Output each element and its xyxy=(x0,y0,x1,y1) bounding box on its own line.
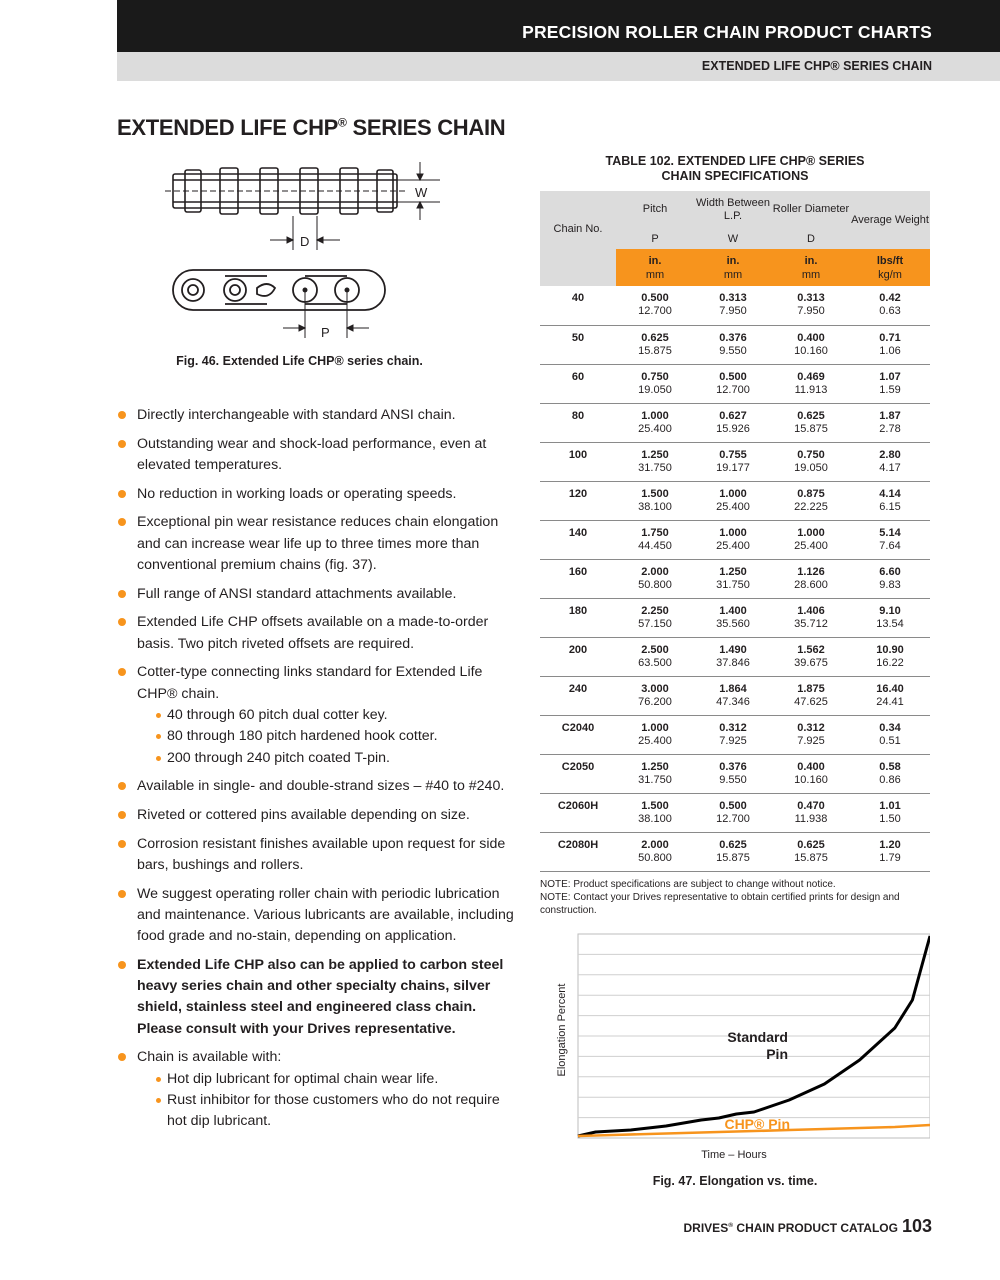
chain-number: 140 xyxy=(540,520,616,559)
cell-pitch: 1.000 25.400 xyxy=(616,715,694,754)
feature-bullet: Corrosion resistant finishes available upon request for side bars, bushings and rollers. xyxy=(117,834,517,877)
table-row xyxy=(540,286,930,325)
cell-pitch: 1.500 38.100 xyxy=(616,481,694,520)
cell-roller: 0.469 11.913 xyxy=(772,364,850,403)
cell-pitch: 1.250 31.750 xyxy=(616,754,694,793)
chain-side-view xyxy=(173,270,385,310)
series-label-standard-1: Standard xyxy=(727,1029,788,1045)
cell-pitch: 0.625 15.875 xyxy=(616,325,694,364)
cell-weight: 0.42 0.63 xyxy=(850,286,930,325)
chain-number: 40 xyxy=(540,286,616,325)
feature-bullet: Outstanding wear and shock-load performance, even at elevated temperatures. xyxy=(117,434,517,477)
col-header-width: Width Between L.P. xyxy=(694,191,772,228)
cell-width: 0.755 19.177 xyxy=(694,442,772,481)
table-row xyxy=(540,637,930,676)
width-symbol: W xyxy=(694,228,772,249)
cell-width: 0.376 9.550 xyxy=(694,325,772,364)
units-spacer xyxy=(540,249,616,286)
cell-width: 0.500 12.700 xyxy=(694,793,772,832)
table-row xyxy=(540,793,930,832)
page-title: EXTENDED LIFE CHP® SERIES CHAIN xyxy=(117,115,506,140)
series-label-standard-2: Pin xyxy=(766,1046,788,1062)
table-row xyxy=(540,715,930,754)
cell-roller: 0.312 7.925 xyxy=(772,715,850,754)
chain-number: 160 xyxy=(540,559,616,598)
cell-pitch: 2.500 63.500 xyxy=(616,637,694,676)
unit-header: in. mm xyxy=(616,249,694,286)
cell-width: 0.313 7.950 xyxy=(694,286,772,325)
feature-bullet: We suggest operating roller chain with periodic lubrication and maintenance. Various lubricants are available, including food grade and no-stain, depending on application. xyxy=(117,884,517,948)
cell-width: 0.312 7.925 xyxy=(694,715,772,754)
feature-bullet: No reduction in working loads or operating speeds. xyxy=(117,484,517,505)
x-axis-label: Time – Hours xyxy=(701,1149,767,1161)
cell-pitch: 3.000 76.200 xyxy=(616,676,694,715)
cell-pitch: 2.000 50.800 xyxy=(616,832,694,871)
cell-weight: 4.14 6.15 xyxy=(850,481,930,520)
cell-width: 0.376 9.550 xyxy=(694,754,772,793)
cell-width: 0.625 15.875 xyxy=(694,832,772,871)
cell-roller: 0.625 15.875 xyxy=(772,403,850,442)
table-notes xyxy=(540,878,930,917)
feature-subbullet: Rust inhibitor for those customers who do not require hot dip lubricant. xyxy=(155,1090,517,1133)
cell-weight: 5.14 7.64 xyxy=(850,520,930,559)
cell-weight: 1.20 1.79 xyxy=(850,832,930,871)
cell-weight: 0.34 0.51 xyxy=(850,715,930,754)
figure-46-caption: Fig. 46. Extended Life CHP® series chain. xyxy=(176,354,423,368)
feature-bullet: Extended Life CHP also can be applied to carbon steel heavy series chain and other specialty chains, silver shield, stainless steel and engineered class chain. Please consult with your Drives representative. xyxy=(117,955,517,1040)
cell-width: 1.490 37.846 xyxy=(694,637,772,676)
cell-width: 1.000 25.400 xyxy=(694,520,772,559)
cell-roller: 1.406 35.712 xyxy=(772,598,850,637)
col-header-weight: Average Weight xyxy=(850,191,930,249)
pitch-symbol: P xyxy=(616,228,694,249)
cell-width: 1.864 47.346 xyxy=(694,676,772,715)
table-row xyxy=(540,325,930,364)
cell-roller: 1.875 47.625 xyxy=(772,676,850,715)
cell-width: 0.500 12.700 xyxy=(694,364,772,403)
cell-pitch: 1.000 25.400 xyxy=(616,403,694,442)
feature-subbullet: Hot dip lubricant for optimal chain wear life. xyxy=(155,1069,517,1090)
table-row xyxy=(540,676,930,715)
cell-pitch: 1.750 44.450 xyxy=(616,520,694,559)
table-row xyxy=(540,442,930,481)
cell-weight: 0.58 0.86 xyxy=(850,754,930,793)
cell-pitch: 1.500 38.100 xyxy=(616,793,694,832)
table-row xyxy=(540,754,930,793)
subsection-title: EXTENDED LIFE CHP® SERIES CHAIN xyxy=(701,59,932,73)
feature-sublist xyxy=(137,705,517,769)
chain-number: 100 xyxy=(540,442,616,481)
table-row xyxy=(540,481,930,520)
y-axis-label: Elongation Percent xyxy=(556,983,568,1077)
col-header-chain-no: Chain No. xyxy=(540,191,616,249)
feature-bullet: Full range of ANSI standard attachments available. xyxy=(117,584,517,605)
unit-header: in. mm xyxy=(694,249,772,286)
d-label: D xyxy=(300,234,310,249)
unit-header: lbs/ft kg/m xyxy=(850,249,930,286)
header-bar xyxy=(117,0,1000,52)
table-row xyxy=(540,403,930,442)
chain-diagram xyxy=(165,160,445,350)
chain-number: C2050 xyxy=(540,754,616,793)
cell-width: 1.250 31.750 xyxy=(694,559,772,598)
roller-symbol: D xyxy=(772,228,850,249)
feature-bullet: Extended Life CHP offsets available on a made-to-order basis. Two pitch riveted offsets are required. xyxy=(117,612,517,655)
feature-bullet: Exceptional pin wear resistance reduces chain elongation and can increase wear life up to three times more than conventional premium chains (fig. 37). xyxy=(117,512,517,576)
cell-weight: 0.71 1.06 xyxy=(850,325,930,364)
cell-weight: 1.07 1.59 xyxy=(850,364,930,403)
cell-width: 1.400 35.560 xyxy=(694,598,772,637)
figure-47-caption: Fig. 47. Elongation vs. time. xyxy=(652,1174,818,1188)
chain-number: C2060H xyxy=(540,793,616,832)
subheader-bar xyxy=(117,52,1000,81)
elongation-chart xyxy=(545,928,930,1168)
table-row xyxy=(540,598,930,637)
cell-weight: 9.10 13.54 xyxy=(850,598,930,637)
cell-roller: 0.875 22.225 xyxy=(772,481,850,520)
cell-pitch: 2.000 50.800 xyxy=(616,559,694,598)
w-label: W xyxy=(415,185,428,200)
table-row xyxy=(540,559,930,598)
feature-subbullet: 80 through 180 pitch hardened hook cotter. xyxy=(155,726,517,747)
feature-subbullet: 200 through 240 pitch coated T-pin. xyxy=(155,748,517,769)
spec-table xyxy=(540,191,930,872)
footer: DRIVES® CHAIN PRODUCT CATALOG 103 xyxy=(683,1216,932,1236)
chain-number: 120 xyxy=(540,481,616,520)
chain-number: 200 xyxy=(540,637,616,676)
cell-pitch: 0.500 12.700 xyxy=(616,286,694,325)
cell-weight: 1.01 1.50 xyxy=(850,793,930,832)
table-row xyxy=(540,832,930,871)
cell-roller: 0.400 10.160 xyxy=(772,325,850,364)
table-title: TABLE 102. EXTENDED LIFE CHP® SERIES CHAIN SPECIFICATIONS xyxy=(605,154,865,183)
cell-weight: 2.80 4.17 xyxy=(850,442,930,481)
feature-list xyxy=(117,405,517,1140)
col-header-pitch: Pitch xyxy=(616,191,694,228)
cell-pitch: 0.750 19.050 xyxy=(616,364,694,403)
col-header-roller: Roller Diameter xyxy=(772,191,850,228)
cell-width: 0.627 15.926 xyxy=(694,403,772,442)
cell-weight: 1.87 2.78 xyxy=(850,403,930,442)
p-label: P xyxy=(321,325,330,340)
cell-weight: 6.60 9.83 xyxy=(850,559,930,598)
note-1: NOTE: Product specifications are subject to change without notice. xyxy=(540,879,836,890)
feature-bullet: Directly interchangeable with standard ANSI chain. xyxy=(117,405,517,426)
cell-weight: 16.40 24.41 xyxy=(850,676,930,715)
feature-bullet: Riveted or cottered pins available depending on size. xyxy=(117,805,517,826)
section-title: PRECISION ROLLER CHAIN PRODUCT CHARTS xyxy=(522,22,932,42)
cell-roller: 0.750 19.050 xyxy=(772,442,850,481)
cell-width: 1.000 25.400 xyxy=(694,481,772,520)
cell-pitch: 2.250 57.150 xyxy=(616,598,694,637)
cell-pitch: 1.250 31.750 xyxy=(616,442,694,481)
cell-weight: 10.90 16.22 xyxy=(850,637,930,676)
chain-number: C2080H xyxy=(540,832,616,871)
feature-sublist xyxy=(137,1069,517,1133)
feature-bullet: Available in single- and double-strand sizes – #40 to #240. xyxy=(117,776,517,797)
cell-roller: 0.400 10.160 xyxy=(772,754,850,793)
chain-number: 80 xyxy=(540,403,616,442)
page-number: 103 xyxy=(901,1216,932,1236)
chain-number: 60 xyxy=(540,364,616,403)
cell-roller: 0.625 15.875 xyxy=(772,832,850,871)
feature-bullet: Chain is available with: Hot dip lubricant for optimal chain wear life. Rust inhibitor for those customers who do not require hot dip lubricant. xyxy=(117,1047,517,1132)
series-label-chp: CHP® Pin xyxy=(724,1116,790,1132)
chain-number: 180 xyxy=(540,598,616,637)
unit-header: in. mm xyxy=(772,249,850,286)
chain-number: 240 xyxy=(540,676,616,715)
note-2: NOTE: Contact your Drives representative to obtain certified prints for design and construction. xyxy=(540,892,900,916)
chain-number: 50 xyxy=(540,325,616,364)
cell-roller: 1.000 25.400 xyxy=(772,520,850,559)
cell-roller: 0.313 7.950 xyxy=(772,286,850,325)
chain-number: C2040 xyxy=(540,715,616,754)
feature-bullet: Cotter-type connecting links standard for Extended Life CHP® chain. 40 through 60 pitch dual cotter key. 80 through 180 pitch hardened hook cotter. 200 through 240 pitch coated T-pin. xyxy=(117,662,517,768)
cell-roller: 0.470 11.938 xyxy=(772,793,850,832)
feature-subbullet: 40 through 60 pitch dual cotter key. xyxy=(155,705,517,726)
cell-roller: 1.126 28.600 xyxy=(772,559,850,598)
cell-roller: 1.562 39.675 xyxy=(772,637,850,676)
table-row xyxy=(540,520,930,559)
table-row xyxy=(540,364,930,403)
